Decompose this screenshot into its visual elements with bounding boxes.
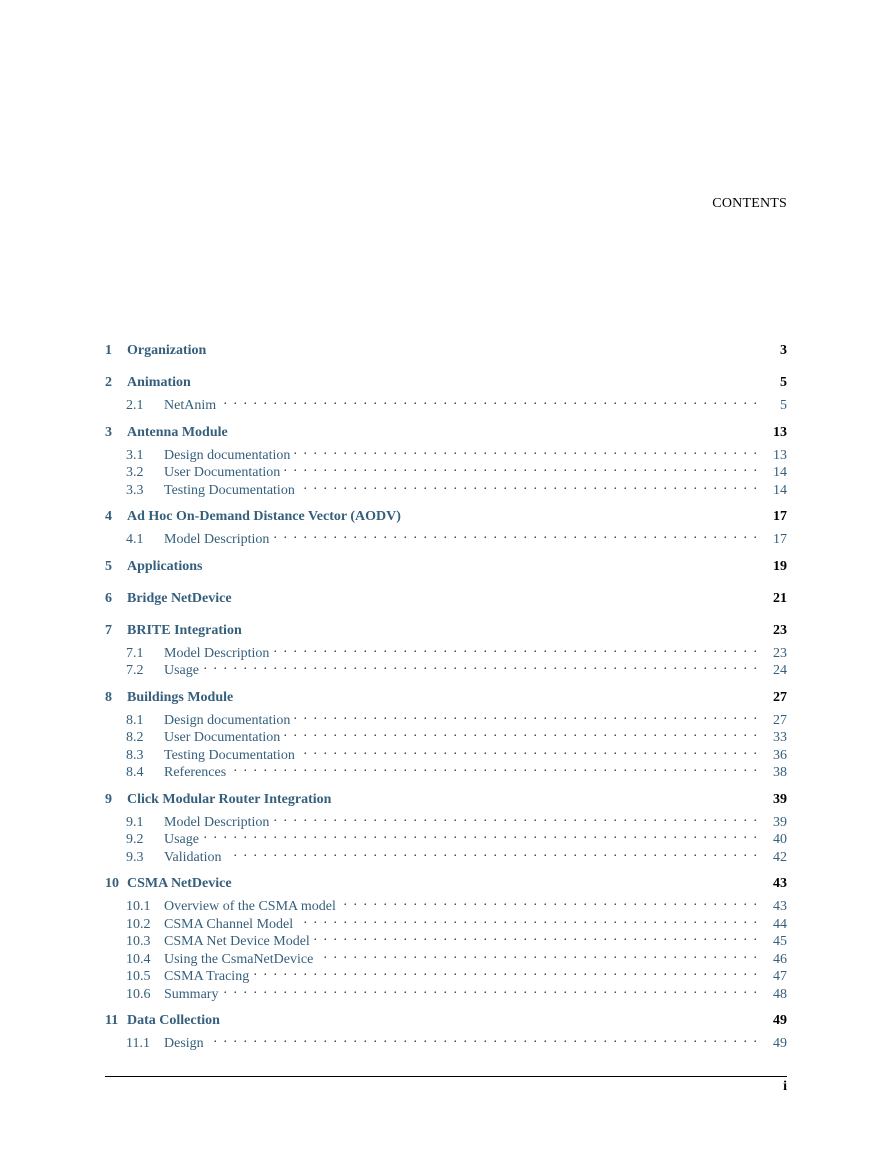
chapter-page-number: 39 [773, 791, 787, 807]
toc-chapter-entry[interactable] [105, 623, 787, 641]
section-number: 3.1 [126, 447, 144, 463]
section-title-link[interactable]: Model Description [164, 645, 270, 661]
section-page-number[interactable]: 14 [773, 465, 787, 480]
section-page-number[interactable]: 43 [773, 899, 787, 914]
section-title-link[interactable]: Model Description [164, 532, 270, 547]
section-title-link[interactable]: Design documentation [164, 712, 291, 728]
section-title-link[interactable]: User Documentation [164, 465, 281, 480]
chapter-title-link[interactable]: Data Collection [127, 1013, 220, 1028]
toc-section-entry[interactable] [126, 1031, 787, 1049]
section-title-link[interactable]: Validation [164, 849, 222, 865]
chapter-number: 8 [105, 689, 112, 705]
dot-leader [299, 743, 757, 759]
chapter-page-number: 21 [773, 590, 787, 606]
section-number: 4.1 [126, 532, 144, 547]
chapter-page-number: 13 [773, 424, 787, 440]
section-title-link[interactable]: CSMA Tracing [164, 969, 250, 984]
chapter-page-number: 23 [773, 622, 787, 638]
dot-leader [340, 894, 757, 910]
toc-section-entry[interactable] [126, 894, 787, 912]
chapter-number: 11 [105, 1013, 119, 1028]
section-title-link[interactable]: Usage [164, 832, 199, 847]
toc-chapter [105, 509, 787, 545]
section-number: 7.2 [126, 663, 144, 678]
chapter-number: 6 [105, 590, 112, 606]
section-title-link[interactable]: Model Description [164, 814, 270, 830]
section-title-link[interactable]: References [164, 765, 227, 780]
section-title-link[interactable]: Testing Documentation [164, 747, 295, 763]
toc-chapter-entry[interactable] [105, 559, 787, 577]
chapter-number: 5 [105, 558, 112, 574]
toc-section-entry[interactable] [126, 393, 787, 411]
chapter-page-number: 19 [773, 558, 787, 574]
toc-chapter-entry[interactable] [105, 509, 787, 527]
section-page-number[interactable]: 49 [773, 1036, 787, 1051]
section-page-number[interactable]: 47 [773, 969, 787, 984]
toc-chapter [105, 876, 787, 1002]
dot-leader [284, 725, 757, 741]
dot-leader [314, 929, 757, 945]
chapter-page-number: 49 [773, 1013, 787, 1028]
section-title-link[interactable]: Design [164, 1036, 204, 1051]
chapter-title-link[interactable]: Click Modular Router Integration [127, 791, 332, 807]
section-number: 10.1 [126, 899, 151, 914]
section-page-number[interactable]: 23 [773, 645, 787, 661]
chapter-page-number: 17 [773, 509, 787, 524]
section-page-number[interactable]: 38 [773, 765, 787, 780]
toc-chapter [105, 591, 787, 609]
chapter-title-link[interactable]: Animation [127, 375, 191, 390]
section-number: 3.3 [126, 482, 144, 498]
toc-section-entry[interactable] [126, 527, 787, 545]
chapter-title-link[interactable]: Ad Hoc On-Demand Distance Vector (AODV) [127, 509, 401, 524]
toc-section-entry[interactable] [126, 658, 787, 676]
dot-leader [203, 827, 757, 843]
toc-section-entry[interactable] [126, 443, 787, 461]
section-number: 7.1 [126, 645, 144, 661]
chapter-title-link[interactable]: CSMA NetDevice [127, 876, 232, 891]
toc-chapter [105, 690, 787, 778]
section-page-number[interactable]: 46 [773, 951, 787, 967]
toc-chapter [105, 623, 787, 676]
dot-leader [273, 641, 757, 657]
toc-chapter [105, 375, 787, 411]
section-page-number[interactable]: 44 [773, 916, 787, 932]
dot-leader [253, 964, 757, 980]
dot-leader [220, 393, 757, 409]
section-title-link[interactable]: Usage [164, 663, 199, 678]
chapter-number: 1 [105, 343, 112, 358]
chapter-page-number: 5 [780, 375, 787, 390]
section-number: 11.1 [126, 1036, 150, 1051]
section-number: 10.6 [126, 986, 151, 1002]
chapter-number: 9 [105, 791, 112, 807]
toc-chapter-entry[interactable] [105, 591, 787, 609]
toc-chapter-entry[interactable] [105, 375, 787, 393]
section-title-link[interactable]: User Documentation [164, 730, 281, 745]
chapter-page-number: 43 [773, 876, 787, 891]
section-page-number[interactable]: 36 [773, 747, 787, 763]
chapter-title-link[interactable]: Antenna Module [127, 424, 228, 440]
section-number: 3.2 [126, 465, 144, 480]
section-number: 8.2 [126, 730, 144, 745]
section-title-link[interactable]: Using the CsmaNetDevice [164, 951, 314, 967]
section-title-link[interactable]: CSMA Net Device Model [164, 934, 310, 949]
dot-leader [226, 845, 757, 861]
toc-chapter-entry[interactable] [105, 792, 787, 810]
chapter-title-link[interactable]: Buildings Module [127, 689, 234, 705]
chapter-number: 7 [105, 622, 112, 638]
toc-section-entry[interactable] [126, 810, 787, 828]
chapter-title-link[interactable]: Bridge NetDevice [127, 590, 232, 606]
section-page-number[interactable]: 5 [780, 398, 787, 413]
toc-chapter-entry[interactable] [105, 690, 787, 708]
section-page-number[interactable]: 33 [773, 730, 787, 745]
toc-section-entry[interactable] [126, 827, 787, 845]
section-title-link[interactable]: CSMA Channel Model [164, 916, 294, 932]
chapter-number: 2 [105, 375, 112, 390]
chapter-number: 4 [105, 509, 112, 524]
section-number: 8.4 [126, 765, 144, 780]
chapter-number: 10 [105, 876, 119, 891]
toc-chapter-entry[interactable] [105, 1013, 787, 1031]
section-page-number[interactable]: 39 [773, 814, 787, 830]
section-page-number[interactable]: 14 [773, 482, 787, 498]
section-page-number[interactable]: 42 [773, 849, 787, 865]
toc-chapter [105, 559, 787, 577]
section-number: 10.3 [126, 934, 151, 949]
section-page-number[interactable]: 24 [773, 663, 787, 678]
dot-leader [273, 527, 757, 543]
page-header-title: CONTENTS [712, 196, 787, 211]
toc-chapter-entry[interactable] [105, 876, 787, 894]
toc-section-entry[interactable] [126, 845, 787, 863]
dot-leader [317, 947, 757, 963]
chapter-title-link[interactable]: BRITE Integration [127, 622, 242, 638]
section-page-number[interactable]: 17 [773, 532, 787, 547]
chapter-page-number: 27 [773, 689, 787, 705]
toc-chapter [105, 343, 787, 361]
toc-chapter [105, 425, 787, 496]
dot-leader [294, 443, 757, 459]
section-number: 9.3 [126, 849, 144, 865]
section-number: 9.2 [126, 832, 144, 847]
chapter-title-link[interactable]: Applications [127, 558, 203, 574]
section-title-link[interactable]: Summary [164, 986, 219, 1002]
section-title-link[interactable]: NetAnim [164, 398, 217, 413]
toc-chapter-entry[interactable] [105, 343, 787, 361]
toc-chapter [105, 1013, 787, 1049]
footer-page-number: i [783, 1079, 787, 1094]
toc-chapter-entry[interactable] [105, 425, 787, 443]
dot-leader [273, 810, 757, 826]
dot-leader [208, 1031, 757, 1047]
toc-section-entry[interactable] [126, 641, 787, 659]
section-number: 8.3 [126, 747, 144, 763]
section-title-link[interactable]: Overview of the CSMA model [164, 899, 336, 914]
dot-leader [203, 658, 757, 674]
dot-leader [299, 478, 757, 494]
footer-divider [105, 1076, 787, 1077]
toc-section-entry[interactable] [126, 982, 787, 1000]
section-number: 10.5 [126, 969, 151, 984]
chapter-number: 3 [105, 424, 112, 440]
dot-leader [222, 982, 757, 998]
section-page-number[interactable]: 45 [773, 934, 787, 949]
chapter-page-number: 3 [780, 343, 787, 358]
section-number: 8.1 [126, 712, 144, 728]
section-number: 2.1 [126, 398, 144, 413]
section-page-number[interactable]: 40 [773, 832, 787, 847]
section-page-number[interactable]: 13 [773, 447, 787, 463]
section-title-link[interactable]: Design documentation [164, 447, 291, 463]
table-of-contents [105, 343, 787, 1063]
chapter-title-link[interactable]: Organization [127, 343, 207, 358]
section-number: 9.1 [126, 814, 144, 830]
dot-leader [284, 460, 757, 476]
section-page-number[interactable]: 27 [773, 712, 787, 728]
dot-leader [297, 912, 757, 928]
toc-section-entry[interactable] [126, 708, 787, 726]
section-number: 10.2 [126, 916, 151, 932]
toc-chapter [105, 792, 787, 863]
section-number: 10.4 [126, 951, 151, 967]
section-title-link[interactable]: Testing Documentation [164, 482, 295, 498]
dot-leader [294, 708, 757, 724]
section-page-number[interactable]: 48 [773, 986, 787, 1002]
dot-leader [230, 760, 757, 776]
